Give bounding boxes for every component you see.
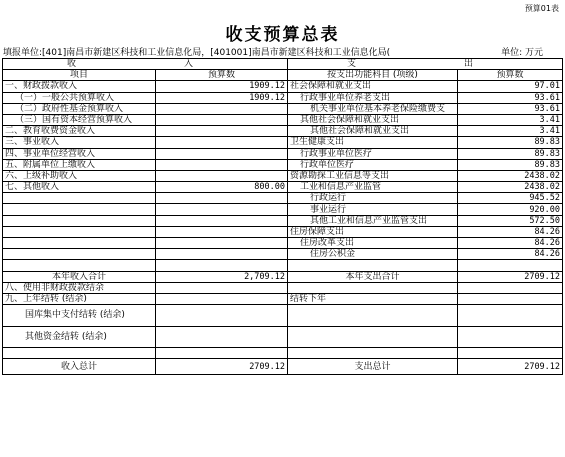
expense-item: 行政事业单位养老支出 (288, 92, 458, 103)
income-item: 五、附属单位上缴收入 (3, 159, 156, 170)
income-item (3, 204, 156, 215)
empty-cell (458, 305, 563, 327)
expense-year-total: 2709.12 (458, 271, 563, 282)
table-row (3, 238, 563, 249)
income-item (3, 238, 156, 249)
income-amount (156, 193, 288, 204)
empty-cell (156, 326, 288, 348)
table-row (3, 215, 563, 226)
treasury-label: 国库集中支付结转 (结余) (3, 305, 156, 327)
page-title: 收支预算总表 (225, 25, 340, 45)
expense-item: 行政单位医疗 (288, 159, 458, 170)
income-item: 四、事业单位经营收入 (3, 148, 156, 159)
income-amount (156, 148, 288, 159)
income-item: （二）政府性基金预算收入 (3, 103, 156, 114)
table-row (3, 114, 563, 125)
carry-out-label: 结转下年 (288, 293, 458, 304)
income-grand-total-label: 收入总计 (3, 359, 156, 375)
empty-cell (3, 260, 156, 271)
expense-amount: 572.50 (458, 215, 563, 226)
expense-amount: 89.83 (458, 148, 563, 159)
income-grand-total: 2709.12 (156, 359, 288, 375)
expense-grand-total-label: 支出总计 (288, 359, 458, 375)
table-row (3, 159, 563, 170)
expense-amount: 84.26 (458, 238, 563, 249)
function-header: 按支出功能科目 (项级) (288, 70, 458, 81)
table-row (3, 126, 563, 137)
income-header: 收 入 (3, 59, 288, 70)
income-amount (156, 159, 288, 170)
income-amount (156, 204, 288, 215)
income-item (3, 249, 156, 260)
income-amount: 1909.12 (156, 81, 288, 92)
table-row (3, 204, 563, 215)
expense-item: 住房改革支出 (288, 238, 458, 249)
budget-header: 预算数 (156, 70, 288, 81)
income-item (3, 193, 156, 204)
expense-item: 卫生健康支出 (288, 137, 458, 148)
expense-amount: 84.26 (458, 249, 563, 260)
income-amount (156, 215, 288, 226)
nonfiscal-label: 八、使用非财政拨款结余 (3, 282, 156, 293)
table-row (3, 226, 563, 237)
income-item: （一）一般公共预算收入 (3, 92, 156, 103)
expense-item: 住房保障支出 (288, 226, 458, 237)
income-amount (156, 170, 288, 181)
expense-amount: 2438.02 (458, 182, 563, 193)
empty-cell (458, 326, 563, 348)
empty-cell (3, 348, 156, 359)
income-item: 七、其他收入 (3, 182, 156, 193)
unit-label: 单位: 万元 (501, 48, 543, 58)
table-row (3, 293, 563, 304)
expense-item: 行政运行 (288, 193, 458, 204)
empty-cell (458, 293, 563, 304)
expense-amount: 89.83 (458, 137, 563, 148)
expense-amount: 945.52 (458, 193, 563, 204)
income-item: 二、教育收费资金收入 (3, 126, 156, 137)
income-item: 一、财政拨款收入 (3, 81, 156, 92)
expense-amount: 84.26 (458, 226, 563, 237)
empty-cell (156, 305, 288, 327)
expense-year-total-label: 本年支出合计 (288, 271, 458, 282)
expense-item: 资源勘探工业信息等支出 (288, 170, 458, 181)
expense-amount: 3.41 (458, 126, 563, 137)
table-row (3, 326, 563, 348)
empty-cell (156, 260, 288, 271)
table-row (3, 305, 563, 327)
expense-item: 其他社会保障和就业支出 (288, 126, 458, 137)
income-amount (156, 137, 288, 148)
empty-cell (458, 348, 563, 359)
table-row (3, 182, 563, 193)
expense-grand-total: 2709.12 (458, 359, 563, 375)
table-row (3, 148, 563, 159)
income-amount: 1909.12 (156, 92, 288, 103)
empty-cell (288, 326, 458, 348)
budget-header-2: 预算数 (458, 70, 563, 81)
expense-amount: 3.41 (458, 114, 563, 125)
table-row (3, 92, 563, 103)
income-item: 三、事业收入 (3, 137, 156, 148)
table-row (3, 170, 563, 181)
income-amount (156, 114, 288, 125)
expense-item: 社会保障和就业支出 (288, 81, 458, 92)
expense-header: 支 出 (288, 59, 563, 70)
empty-cell (156, 348, 288, 359)
table-row (3, 282, 563, 293)
expense-item: 其他社会保障和就业支出 (288, 114, 458, 125)
income-item: 六、上级补助收入 (3, 170, 156, 181)
income-amount (156, 226, 288, 237)
item-header: 项目 (3, 70, 156, 81)
expense-amount: 97.01 (458, 81, 563, 92)
empty-cell (288, 260, 458, 271)
table-row (3, 348, 563, 359)
income-item (3, 226, 156, 237)
table-row (3, 249, 563, 260)
income-amount (156, 103, 288, 114)
expense-amount: 920.00 (458, 204, 563, 215)
table-row (3, 193, 563, 204)
expense-item: 机关事业单位基本养老保险缴费支 (288, 103, 458, 114)
form-code: 预算01表 (524, 4, 559, 13)
table-row (3, 103, 563, 114)
carry-in-label: 九、上年结转 (结余) (3, 293, 156, 304)
expense-amount: 93.61 (458, 103, 563, 114)
expense-item: 事业运行 (288, 204, 458, 215)
grand-total-row (3, 359, 563, 375)
empty-cell (156, 282, 288, 293)
income-amount: 800.00 (156, 182, 288, 193)
income-amount (156, 126, 288, 137)
expense-amount: 93.61 (458, 92, 563, 103)
table-row (3, 81, 563, 92)
expense-item: 其他工业和信息产业监管支出 (288, 215, 458, 226)
table-row (3, 260, 563, 271)
empty-cell (288, 305, 458, 327)
income-amount (156, 238, 288, 249)
empty-cell (458, 282, 563, 293)
income-item (3, 215, 156, 226)
income-year-total: 2,709.12 (156, 271, 288, 282)
empty-cell (288, 282, 458, 293)
other-funds-label: 其他资金结转 (结余) (3, 326, 156, 348)
expense-item: 行政事业单位医疗 (288, 148, 458, 159)
income-item: （三）国有资本经营预算收入 (3, 114, 156, 125)
budget-table (2, 58, 563, 375)
year-total-row (3, 271, 563, 282)
empty-cell (156, 293, 288, 304)
expense-amount: 89.83 (458, 159, 563, 170)
table-row (3, 137, 563, 148)
expense-item: 工业和信息产业监管 (288, 182, 458, 193)
filing-unit: 填报单位:[401]南昌市新建区科技和工业信息化局，[401001]南昌市新建区科技和工业信息化局( (3, 48, 391, 58)
income-year-total-label: 本年收入合计 (3, 271, 156, 282)
empty-cell (288, 348, 458, 359)
empty-cell (458, 260, 563, 271)
expense-amount: 2438.02 (458, 170, 563, 181)
income-amount (156, 249, 288, 260)
expense-item: 住房公积金 (288, 249, 458, 260)
